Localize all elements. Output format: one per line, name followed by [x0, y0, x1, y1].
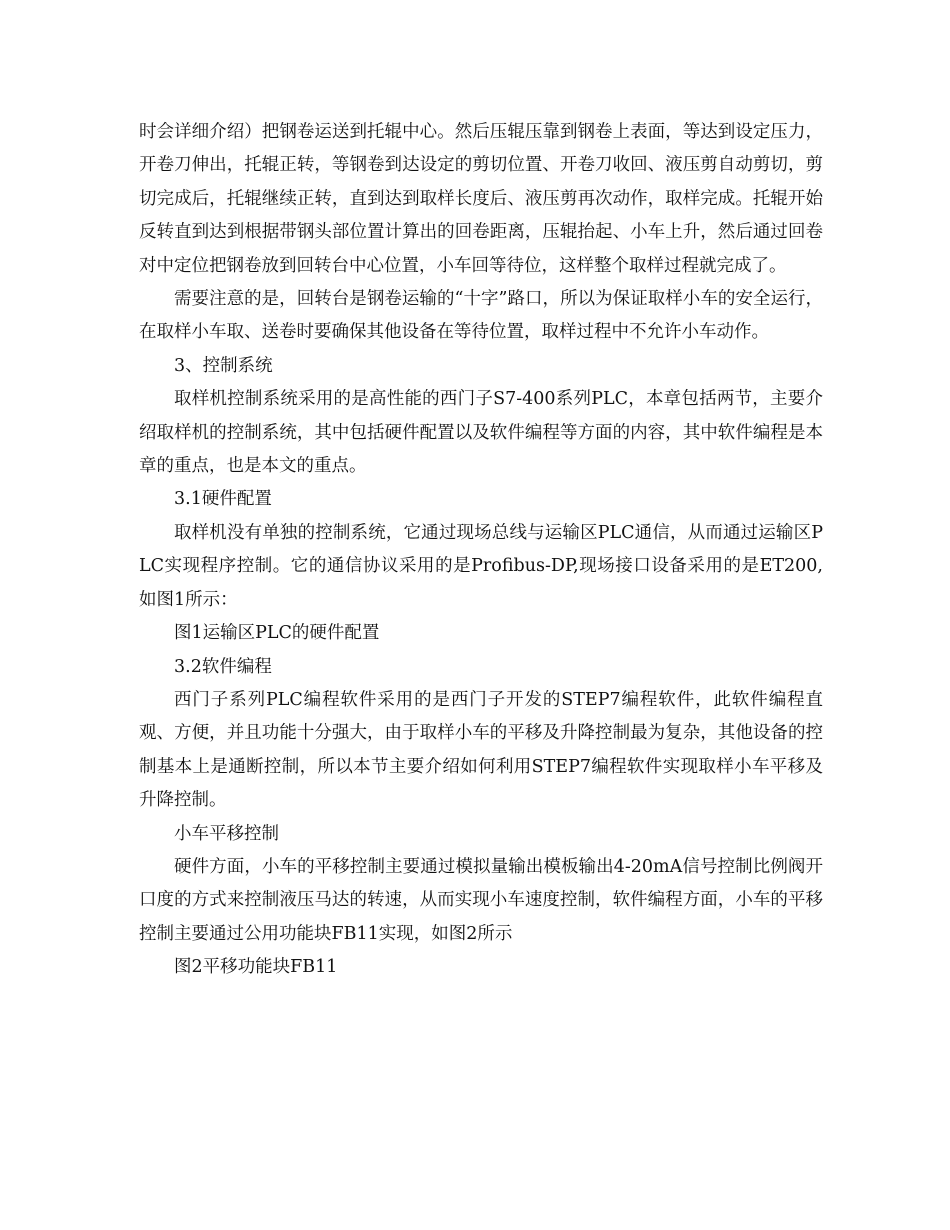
paragraph-control-system-intro: 取样机控制系统采用的是高性能的西门子S7-400系列PLC，本章包括两节，主要介绍取样机的控制系统，其中包括硬件配置以及软件编程等方面的内容，其中软件编程是本章的重点，也是本文的重点。: [139, 389, 823, 477]
paragraph-sampling-process: 时会详细介绍）把钢卷运送到托辊中心。然后压辊压靠到钢卷上表面，等达到设定压力，开卷刀伸出，托辊正转，等钢卷到达设定的剪切位置、开卷刀收回、液压剪自动剪切，剪切完成后，托辊继续正转，直到达到取样长度后、液压剪再次动作，取样完成。托辊开始反转直到达到根据带钢头部位置计算出的回卷距离，压辊抬起、小车上升，然后通过回卷对中定位把钢卷放到回转台中心位置，小车回等待位，这样整个取样过程就完成了。: [139, 122, 823, 276]
subsection-heading-software: 3.2软件编程: [174, 656, 272, 677]
paragraph-hardware-config: 取样机没有单独的控制系统，它通过现场总线与运输区PLC通信，从而通过运输区PLC实现程序控制。它的通信协议采用的是Profibus-DP,现场接口设备采用的是ET200,如图1所示：: [139, 522, 823, 610]
section-heading-control-system: 3、控制系统: [174, 355, 273, 376]
paragraph-software-programming: 西门子系列PLC编程软件采用的是西门子开发的STEP7编程软件，此软件编程直观、方便，并且功能十分强大，由于取样小车的平移及升降控制最为复杂，其他设备的控制基本上是通断控制，所以本节主要介绍如何利用STEP7编程软件实现取样小车平移及升降控制。: [139, 689, 823, 811]
figure-caption-2: 图2平移功能块FB11: [174, 957, 338, 978]
paragraph-translation-control: 硬件方面，小车的平移控制主要通过模拟量输出模板输出4-20mA信号控制比例阀开口度的方式来控制液压马达的转速，从而实现小车速度控制，软件编程方面，小车的平移控制主要通过公用功能块FB11实现，如图2所示: [139, 856, 823, 944]
subsection-heading-hardware: 3.1硬件配置: [174, 489, 272, 510]
document-body: [139, 116, 823, 985]
paragraph-turntable-note: 需要注意的是，回转台是钢卷运输的“十字”路口，所以为保证取样小车的安全运行，在取样小车取、送卷时要确保其他设备在等待位置，取样过程中不允许小车动作。: [139, 289, 823, 343]
figure-caption-1: 图1运输区PLC的硬件配置: [174, 623, 380, 644]
heading-car-translation-control: 小车平移控制: [174, 823, 279, 844]
